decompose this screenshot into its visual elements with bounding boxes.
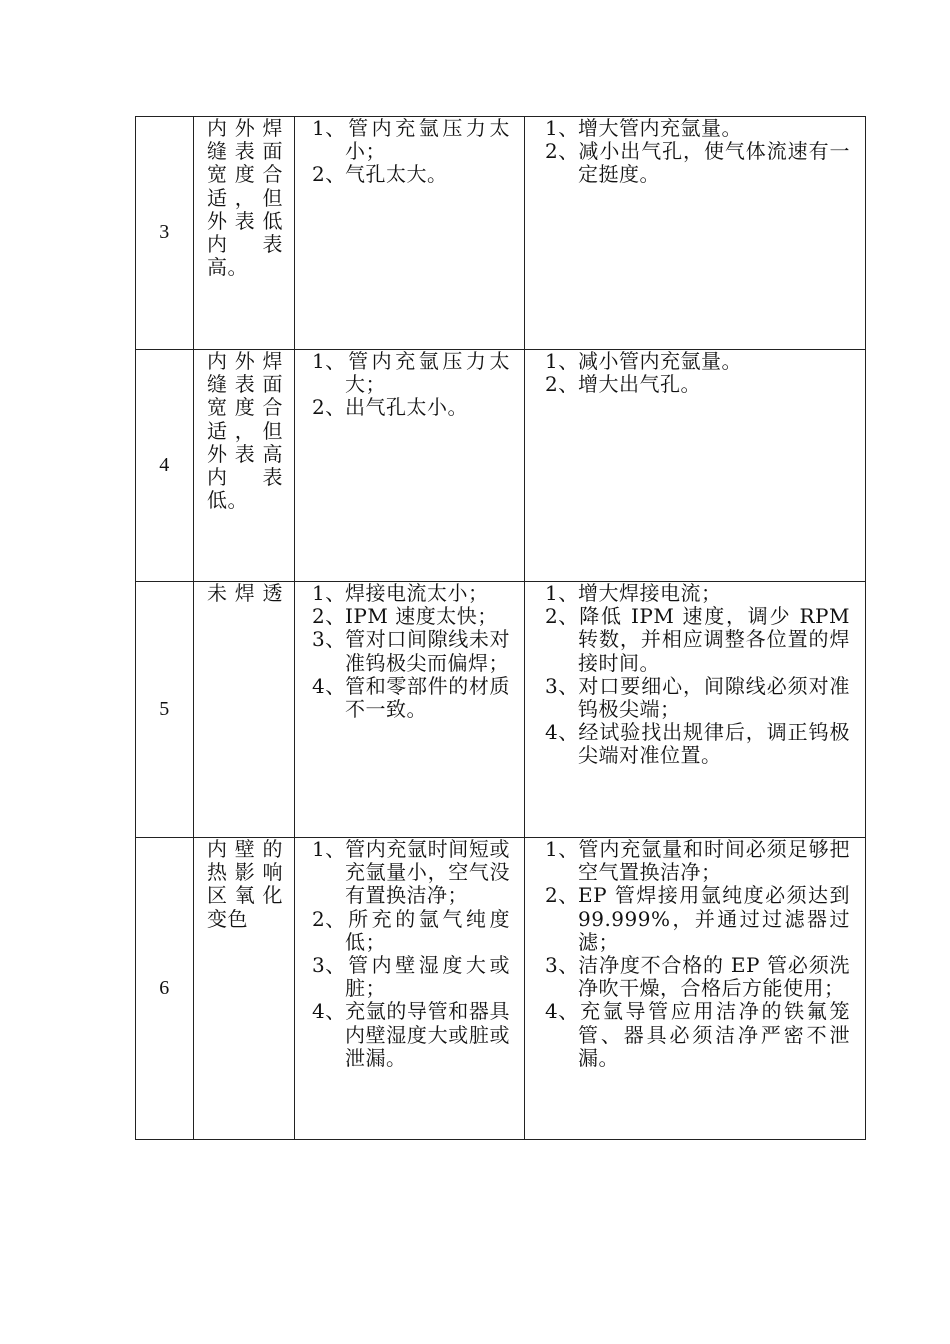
list-item: 2、降低 IPM 速度，调少 RPM 转数，并相应调整各位置的焊接时间。 [545, 604, 850, 675]
row-number: 3 [136, 117, 194, 350]
list-item: 2、IPM 速度太快； [312, 604, 498, 629]
list-item: 4、充氩导管应用洁净的铁氟笼管、器具必须洁净严密不泄漏。 [545, 999, 850, 1070]
list-item: 1、增大管内充氩量。 [545, 116, 742, 140]
cause-list [295, 350, 524, 420]
defect-table [135, 116, 866, 1140]
row-number: 6 [136, 838, 194, 1140]
list-item: 3、对口要细心，间隙线必须对准钨极尖端； [545, 673, 850, 722]
list-item: 2、所充的氩气纯度低； [312, 906, 510, 954]
list-item: 2、出气孔太小。 [312, 395, 468, 420]
list-item: 3、管对口间隙线未对准钨极尖而偏焊； [312, 627, 510, 675]
table-row [136, 582, 866, 838]
list-item: 1、焊接电流太小； [312, 581, 489, 605]
cause-list [295, 582, 524, 721]
list-item: 3、洁净度不合格的 EP 管必须洗净吹干燥，合格后方能使用； [545, 953, 850, 1001]
list-item: 1、管内充氩压力太大； [312, 349, 510, 397]
row-number: 5 [136, 582, 194, 838]
cause-list [295, 838, 524, 1070]
row-number: 4 [136, 350, 194, 582]
list-item: 4、管和零部件的材质不一致。 [312, 673, 510, 722]
list-item: 2、增大出气孔。 [545, 372, 701, 397]
defect-description: 内外焊缝表面宽度合适，但外表低内表高。 [207, 116, 283, 280]
list-item: 2、气孔太大。 [312, 162, 448, 187]
list-item: 2、减小出气孔，使气体流速有一定挺度。 [545, 139, 850, 187]
list-item: 1、管内充氩量和时间必须足够把空气置换洁净； [545, 837, 850, 885]
list-item: 1、管内充氩压力太小； [312, 116, 510, 164]
list-item: 1、管内充氩时间短或充氩量小，空气没有置换洁净； [312, 837, 510, 908]
defect-description: 内外焊缝表面宽度合适，但外表高内表低。 [207, 349, 283, 513]
table-row [136, 838, 866, 1140]
list-item: 1、增大焊接电流； [545, 581, 722, 605]
defect-description: 未焊透 [207, 581, 283, 605]
table-row [136, 350, 866, 582]
list-item: 2、EP 管焊接用氩纯度必须达到 99.999%，并通过过滤器过滤； [545, 883, 850, 954]
solution-list [525, 350, 865, 396]
list-item: 3、管内壁湿度大或脏； [312, 953, 510, 1001]
list-item: 1、减小管内充氩量。 [545, 349, 742, 373]
table-row [136, 117, 866, 350]
defect-description: 内壁的热影响区氧化变色 [207, 837, 283, 931]
list-item: 4、充氩的导管和器具内壁湿度大或脏或泄漏。 [312, 999, 510, 1070]
list-item: 4、经试验找出规律后，调正钨极尖端对准位置。 [545, 720, 850, 768]
solution-list [525, 117, 865, 187]
cause-list [295, 117, 524, 187]
solution-list [525, 582, 865, 768]
solution-list [525, 838, 865, 1070]
